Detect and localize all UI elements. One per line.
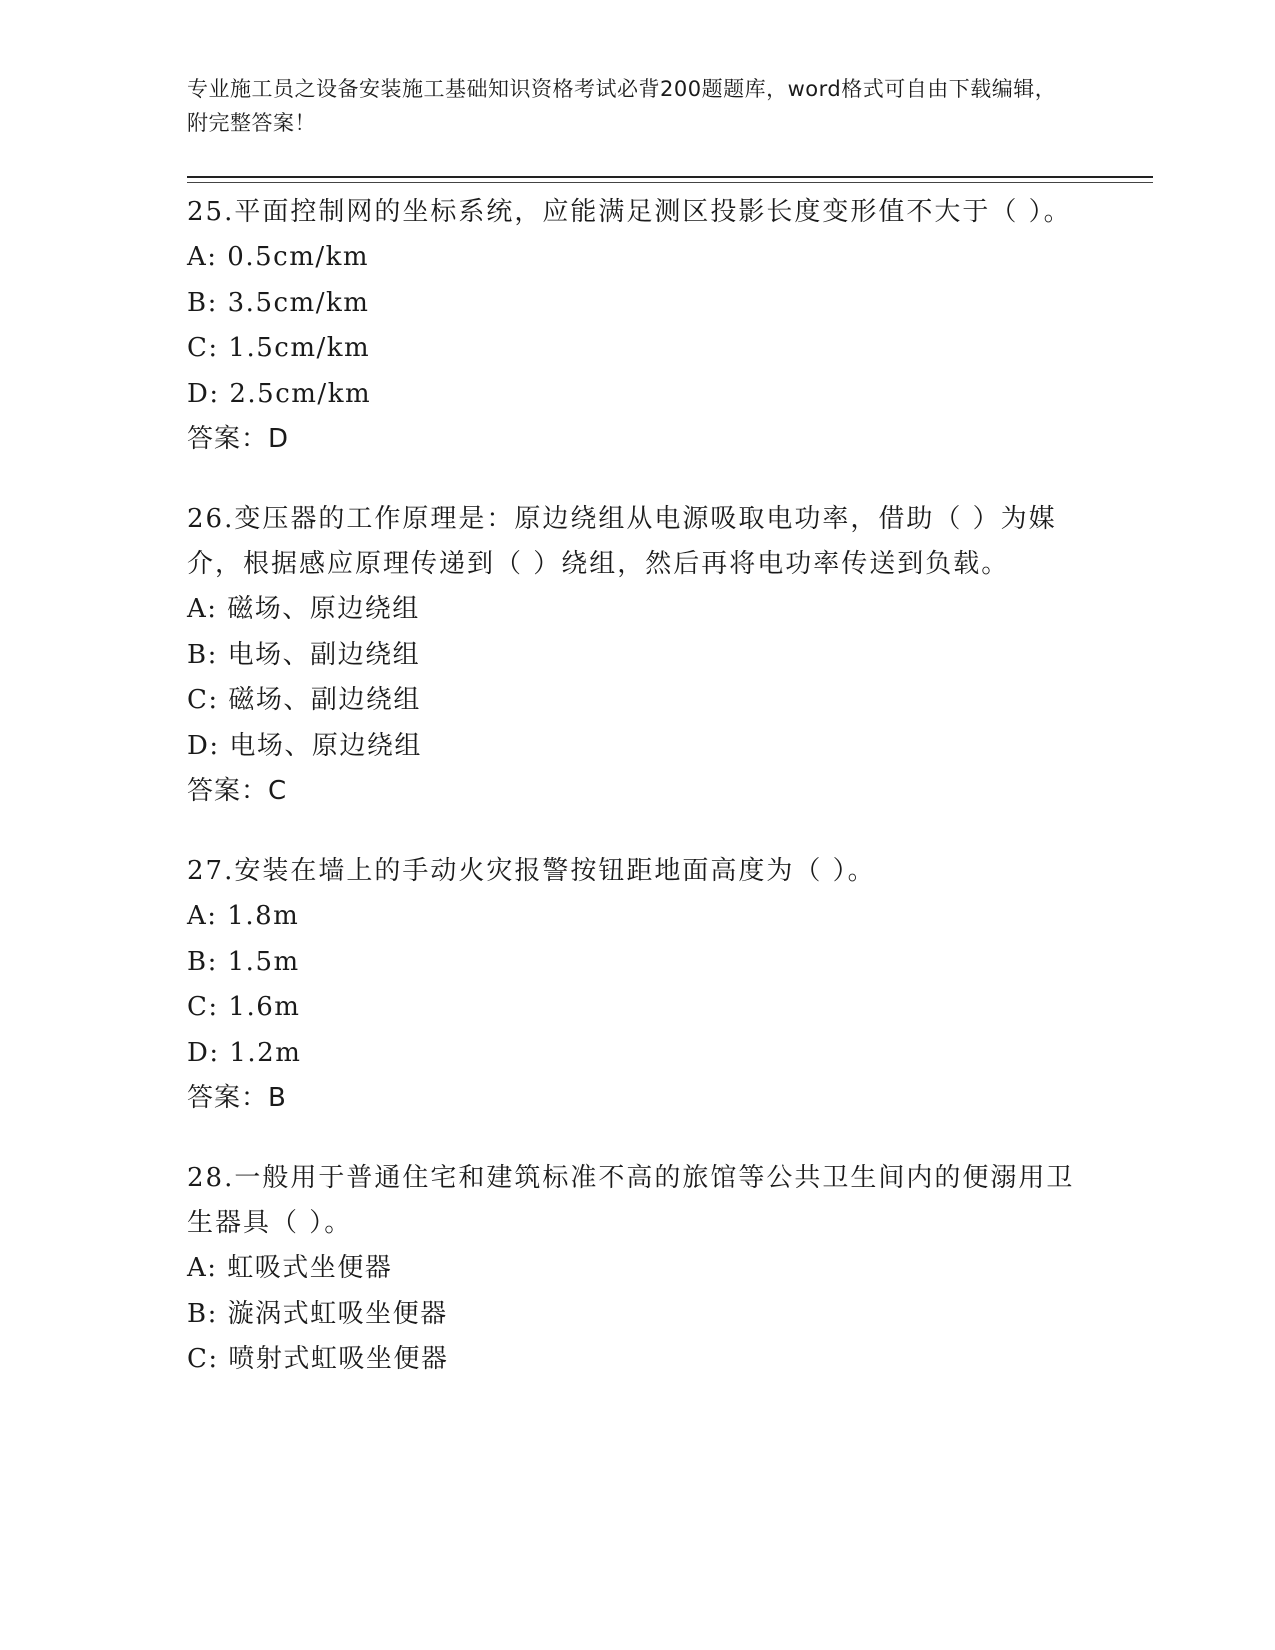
- header-divider-thick: [187, 176, 1153, 178]
- answer-line: 答案：D: [187, 424, 290, 454]
- question-list: [187, 190, 1087, 1419]
- option-d: D: 电场、原边绕组: [187, 730, 422, 761]
- question-stem: 28.一般用于普通住宅和建筑标准不高的旅馆等公共卫生间内的便溺用卫生器具（ ）。: [187, 1163, 1075, 1238]
- question-stem: 25.平面控制网的坐标系统，应能满足测区投影长度变形值不大于（ ）。: [187, 197, 1072, 227]
- option-b: B: 漩涡式虹吸坐便器: [187, 1298, 448, 1329]
- question-28: [187, 1156, 1087, 1383]
- document-header: 专业施工员之设备安装施工基础知识资格考试必背200题题库，word格式可自由下载编辑，附完整答案！: [187, 77, 1057, 135]
- option-b: B: 电场、副边绕组: [187, 639, 421, 670]
- question-stem: 27.安装在墙上的手动火灾报警按钮距地面高度为（ ）。: [187, 856, 876, 886]
- option-a: A: 0.5cm/km: [187, 242, 370, 272]
- header-divider-thin: [187, 182, 1153, 183]
- option-a: A: 1.8m: [187, 901, 300, 931]
- option-a: A: 磁场、原边绕组: [187, 594, 420, 624]
- option-b: B: 1.5m: [187, 946, 300, 977]
- option-c: C: 磁场、副边绕组: [187, 685, 421, 715]
- question-27: [187, 849, 1087, 1120]
- question-stem: 26.变压器的工作原理是：原边绕组从电源吸取电功率，借助（ ）为媒介，根据感应原理传递到（ ）绕组，然后再将电功率传送到负载。: [187, 504, 1057, 579]
- option-c: C: 1.6m: [187, 992, 301, 1022]
- option-c: C: 喷射式虹吸坐便器: [187, 1344, 449, 1374]
- option-d: D: 1.2m: [187, 1037, 302, 1068]
- option-b: B: 3.5cm/km: [187, 287, 370, 318]
- option-a: A: 虹吸式坐便器: [187, 1253, 393, 1283]
- question-25: [187, 190, 1087, 461]
- answer-line: 答案：B: [187, 1083, 287, 1113]
- question-26: [187, 497, 1087, 813]
- answer-line: 答案：C: [187, 776, 288, 806]
- option-c: C: 1.5cm/km: [187, 333, 371, 363]
- option-d: D: 2.5cm/km: [187, 378, 372, 409]
